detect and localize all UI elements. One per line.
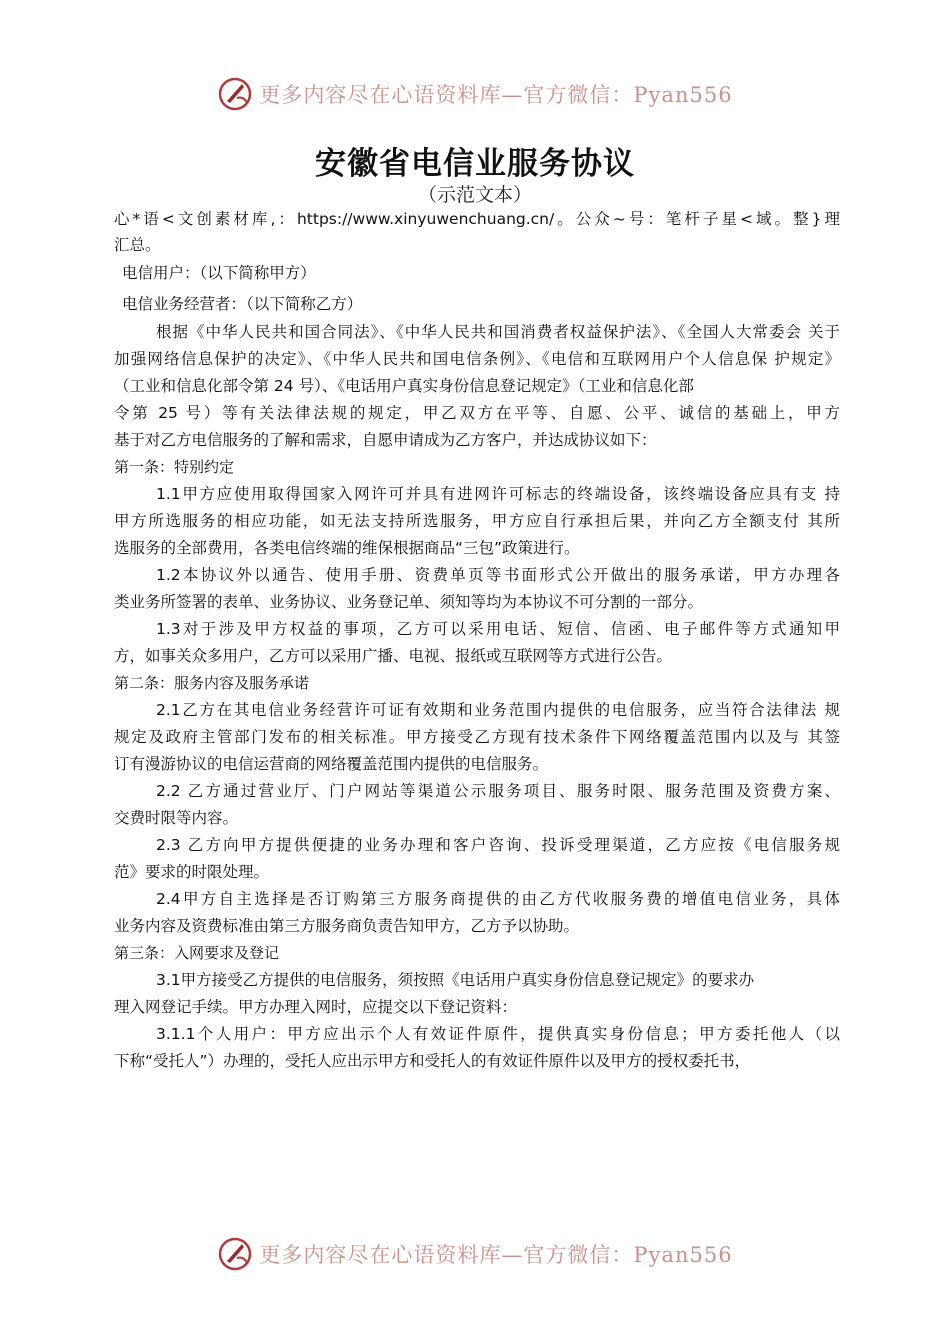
watermark-bottom [0,1236,950,1272]
clause-line: 范》要求的时限处理。 [114,863,270,881]
clause-line: 规定及政府主管部门发布的相关标准。甲方接受乙方现有技术条件下网络覆盖范围内以及与 其签 [114,728,840,746]
clause-line: 甲方所选服务的相应功能，如无法支持所选服务，甲方应自行承担后果，并向乙方全额支付 其所 [114,512,840,530]
party-b-line: 电信业务经营者：（以下简称乙方） [122,295,363,313]
clause-line: 选服务的全部费用，各类电信终端的维保根据商品“三包”政策进行。 [114,539,580,557]
paragraph-line: 基于对乙方电信服务的了解和需求，自愿申请成为乙方客户，并达成协议如下： [114,431,657,449]
source-note-line: 汇总。 [114,236,161,254]
party-a-line: 电信用户：（以下简称甲方） [122,264,316,282]
article-heading: 第一条：特别约定 [114,458,235,476]
clause-line: 理入网登记手续。甲方办理入网时，应提交以下登记资料： [114,998,518,1016]
document-body [114,206,840,1075]
clause-line: 1.1甲方应使用取得国家入网许可并具有进网许可标志的终端设备，该终端设备应具有支 持 [156,485,840,503]
paragraph-line: 根据《中华人民共和国合同法》、《中华人民共和国消费者权益保护法》、《全国人大常委会 关于 [156,323,840,341]
clause-line: 3.1甲方接受乙方提供的电信服务，须按照《电话用户真实身份信息登记规定》的要求办 [156,971,755,989]
clause-line: 订有漫游协议的电信运营商的网络覆盖范围内提供的电信服务。 [114,755,549,773]
clause-line: 类业务所签署的表单、业务协议、业务登记单、须知等均为本协议不可分割的一部分。 [114,593,704,611]
watermark-logo-icon [217,76,253,112]
clause-line: 交费时限等内容。 [114,809,239,827]
clause-line: 方，如事关众多用户，乙方可以采用广播、电视、报纸或互联网等方式进行公告。 [114,647,673,665]
clause-line: 1.3对于涉及甲方权益的事项，乙方可以采用电话、短信、信函、电子邮件等方式通知甲 [156,620,840,638]
document-subtitle: （示范文本） [417,184,532,206]
clause-line: 下称“受托人”）办理的，受托人应出示甲方和受托人的有效证件原件以及甲方的授权委托书， [114,1052,751,1070]
clause-line: 2.3 乙方向甲方提供便捷的业务办理和客户咨询、投诉受理渠道，乙方应按《电信服务规 [156,836,840,854]
clause-line: 2.1乙方在其电信业务经营许可证有效期和业务范围内提供的电信服务，应当符合法律法 规 [156,701,840,719]
document-title: 安徽省电信业服务协议 [315,146,635,182]
article-heading: 第三条：入网要求及登记 [114,944,280,962]
paragraph-line: 令第 25 号）等有关法律法规的规定，甲乙双方在平等、自愿、公平、诚信的基础上，甲方 [114,404,840,422]
source-note-line: 心*语<文创素材库,：https://www.xinyuwenchuang.cn/。公众~号：笔杆子星<域。整}理 [114,210,840,228]
clause-line: 2.4甲方自主选择是否订购第三方服务商提供的由乙方代收服务费的增值电信业务，具体 [156,890,840,908]
clause-line: 3.1.1个人用户：甲方应出示个人有效证件原件，提供真实身份信息；甲方委托他人（以 [156,1025,840,1043]
watermark-text: 更多内容尽在心语资料库—官方微信：Pyan556 [259,83,733,107]
article-heading: 第二条：服务内容及服务承诺 [114,674,310,692]
clause-line: 业务内容及资费标准由第三方服务商负责告知甲方，乙方予以协助。 [114,917,580,935]
watermark-top [0,76,950,112]
paragraph-line: 加强网络信息保护的决定》、《中华人民共和国电信条例》、《电信和互联网用户个人信息保 护规定》 [114,350,840,368]
watermark-text: 更多内容尽在心语资料库—官方微信：Pyan556 [259,1243,733,1267]
paragraph-line: （工业和信息化部令第 24 号）、《电话用户真实身份信息登记规定》（工业和信息化部 [114,377,694,395]
clause-line: 2.2 乙方通过营业厅、门户网站等渠道公示服务项目、服务时限、服务范围及资费方案、 [156,782,840,800]
watermark-logo-icon [217,1236,253,1272]
clause-line: 1.2本协议外以通告、使用手册、资费单页等书面形式公开做出的服务承诺，甲方办理各 [156,566,840,584]
